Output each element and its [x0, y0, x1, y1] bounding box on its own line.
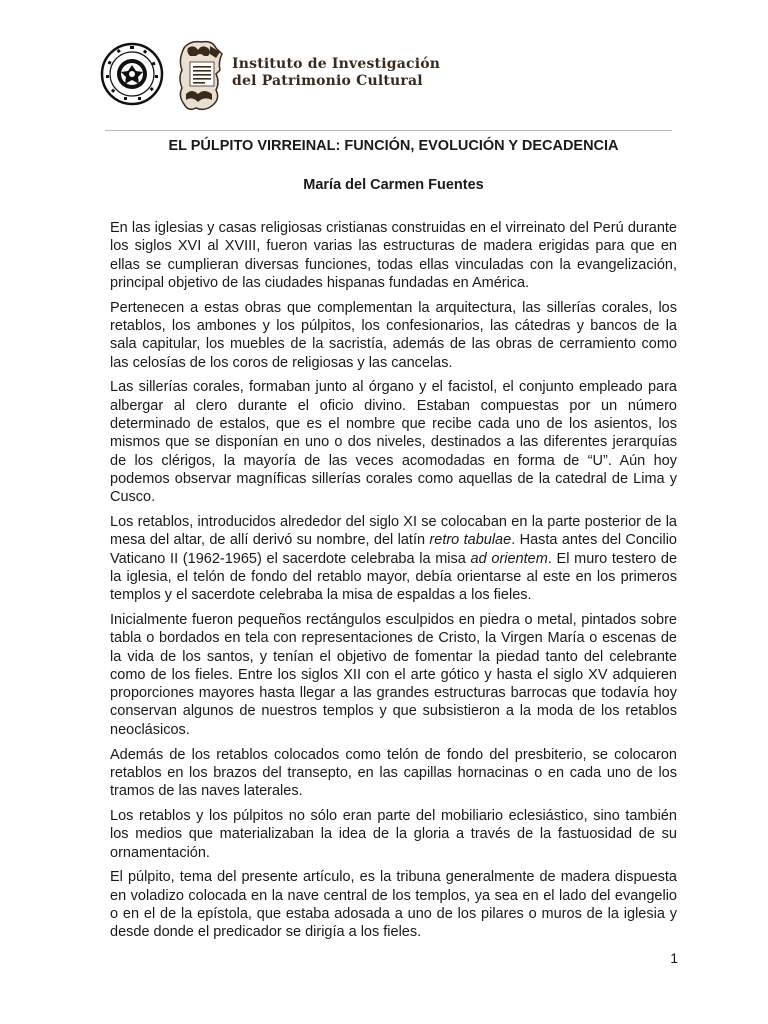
institute-name: [232, 56, 440, 90]
paragraph-2: Pertenecen a estas obras que complementan la arquitectura, las sillerías corales, los retablos, los ambones y los púlpitos, los confesionarios, las cátedras y bancos de la sala capitular, los muebles de la sacristía, además de las obras de cerramiento como las celosías de los coros de religiosas y las cancelas.: [110, 299, 677, 371]
article-body: [110, 219, 677, 948]
page-header: [100, 36, 680, 116]
institute-name-line2: del Patrimonio Cultural: [232, 73, 423, 89]
paragraph-4-part-c: . El muro testero de la iglesia, el telón de fondo del retablo mayor, debía orientarse al este en los primeros templos y el sacerdote celebraba la misa de espaldas a los fieles.: [110, 550, 678, 604]
latin-term-retro-tabulae: retro tabulae: [429, 532, 512, 549]
institute-name-line1: Instituto de Investigación: [232, 56, 441, 72]
paragraph-4-part-b: . Hasta antes del Concilio Vaticano II (1962-1965) el sacerdote celebraba la misa: [110, 532, 677, 567]
article-author: María del Carmen Fuentes: [303, 177, 484, 193]
page-number: 1: [670, 950, 678, 966]
paragraph-1: En las iglesias y casas religiosas cristianas construidas en el virreinato del Perú durante los siglos XVI al XVIII, fueron varias las estructuras de madera erigidas para que en ellas se cumplieran diversas funciones, todas ellas vinculadas con la evangelización, principal objetivo de las ciudades hispanas fundadas en América.: [110, 220, 677, 291]
paragraph-4-part-a: Los retablos, introducidos alrededor del siglo XI se colocaban en la parte posterior de la mesa del altar, de allí derivó su nombre, del latín: [110, 513, 677, 549]
institute-emblem-logo: [176, 38, 230, 116]
paragraph-3: Las sillerías corales, formaban junto al órgano y el facistol, el conjunto empleado para albergar al clero durante el oficio divino. Estaban compuestas por un número determinado de estalos, que es el nombre que recibe cada uno de los asientos, los mismos que se disponían en uno o dos niveles, destinados a las diferentes jerarquías de los clérigos, la mayoría de las veces acomodadas en forma de “U”. Aún hoy podemos observar magníficas sillerías corales como aquellas de la catedral de Lima y Cusco.: [110, 379, 677, 506]
paragraph-6: Además de los retablos colocados como telón de fondo del presbiterio, se colocaron retablos en los brazos del transepto, en las capillas hornacinas o en cada uno de los tramos de las naves laterales.: [110, 746, 677, 800]
paragraph-7: Los retablos y los púlpitos no sólo eran parte del mobiliario eclesiástico, sino también los medios que materializaban la idea de la gloria a través de la fastuosidad de su ornamentación.: [110, 807, 677, 861]
latin-term-ad-orientem: ad orientem: [470, 550, 548, 567]
paragraph-8: El púlpito, tema del presente artículo, es la tribuna generalmente de madera dispuesta en voladizo colocada en la nave central de los templos, ya sea en el lado del evangelio o en el de la epístola, que estaba adosada a uno de los pilares o muros de la iglesia y desde donde el predicador se dirigía a los fieles.: [110, 869, 677, 941]
header-divider: [105, 130, 672, 131]
article-title: EL PÚLPITO VIRREINAL: FUNCIÓN, EVOLUCIÓN Y DECADENCIA: [168, 138, 619, 154]
university-seal-logo: [100, 42, 164, 106]
paragraph-5: Inicialmente fueron pequeños rectángulos esculpidos en piedra o metal, pintados sobre tabla o bordados en tela con representaciones de Cristo, la Virgen María o escenas de la vida de los santos, y tenían el objetivo de fomentar la piedad tanto del celebrante como de los fieles. Entre los siglos XII con el arte gótico y hasta el siglo XV adquieren proporciones mayores hasta llegar a las grandes estructuras barrocas que todavía hoy conservan algunos de nuestros templos y que subsistieron a la moda de los retablos neoclásicos.: [110, 611, 677, 738]
paragraph-4: [110, 513, 677, 604]
